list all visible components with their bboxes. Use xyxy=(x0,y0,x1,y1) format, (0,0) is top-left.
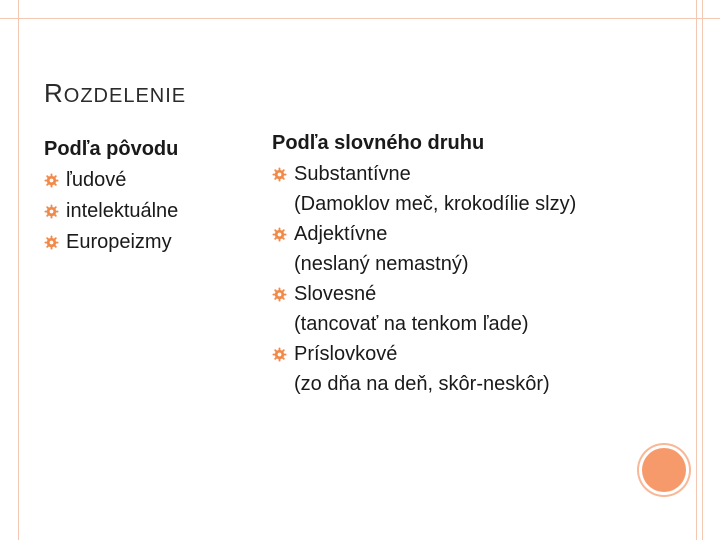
list-item-example: (neslaný nemastný) xyxy=(294,253,469,275)
list-item-label: Slovesné xyxy=(294,283,377,305)
gear-flower-icon xyxy=(272,167,287,182)
right-heading: Podľa slovného druhu xyxy=(272,132,485,154)
left-column xyxy=(44,134,244,258)
list-item-example: (tancovať na tenkom ľade) xyxy=(294,313,529,335)
gear-flower-icon xyxy=(44,204,59,219)
gear-flower-icon xyxy=(272,287,287,302)
list-item-label: Europeizmy xyxy=(66,231,172,253)
frame-top-line xyxy=(0,18,720,19)
decorative-circle xyxy=(642,448,686,492)
list-item xyxy=(272,219,692,279)
list-item-label: Substantívne xyxy=(294,163,411,185)
slide-title: ROZDELENIE xyxy=(44,78,187,108)
gear-flower-icon xyxy=(44,235,59,250)
list-item-example: (Damoklov meč, krokodílie slzy) xyxy=(294,193,577,215)
list-item xyxy=(44,165,244,196)
list-item-label: ľudové xyxy=(66,169,127,191)
list-item-label: intelektuálne xyxy=(66,200,179,222)
frame-left-line xyxy=(18,0,19,540)
list-item-label: Príslovkové xyxy=(294,343,398,365)
list-item xyxy=(272,339,692,399)
list-item xyxy=(272,159,692,219)
gear-flower-icon xyxy=(44,173,59,188)
list-item-label: Adjektívne xyxy=(294,223,388,245)
left-heading: Podľa pôvodu xyxy=(44,138,179,160)
list-item xyxy=(272,279,692,339)
right-column xyxy=(272,128,692,399)
frame-right-inner-line xyxy=(696,0,697,540)
gear-flower-icon xyxy=(272,347,287,362)
frame-right-line xyxy=(702,0,703,540)
gear-flower-icon xyxy=(272,227,287,242)
list-item xyxy=(44,227,244,258)
list-item xyxy=(44,196,244,227)
list-item-example: (zo dňa na deň, skôr-neskôr) xyxy=(294,373,550,395)
